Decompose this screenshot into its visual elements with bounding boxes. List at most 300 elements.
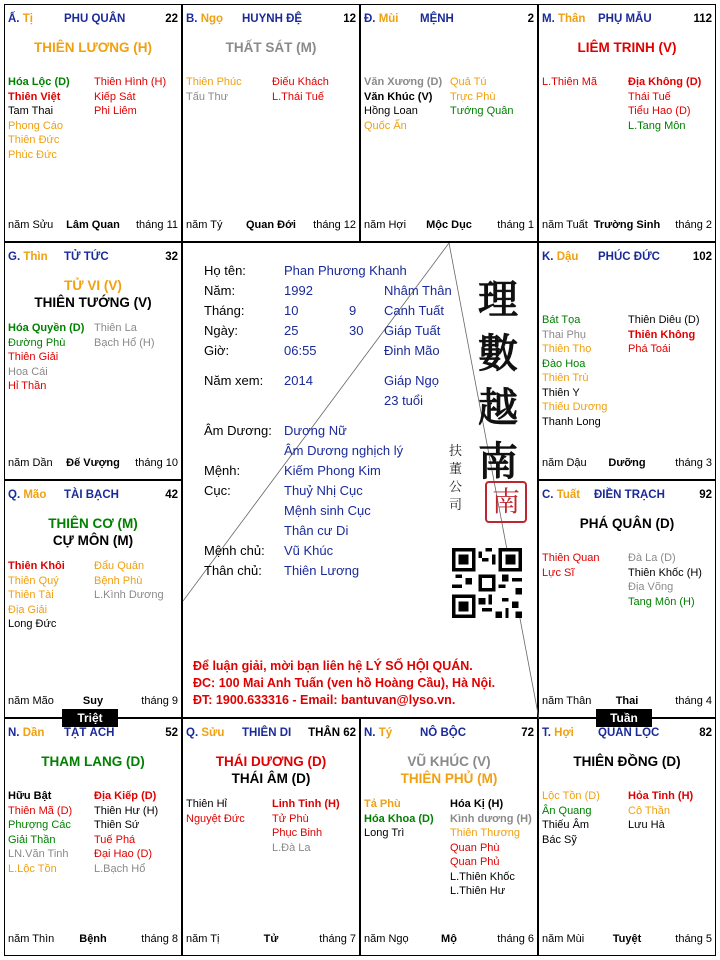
palace-cell-hoi: [538, 718, 716, 956]
label-am-duong: Âm Dương:: [204, 423, 272, 438]
label-ho-ten: Họ tên:: [204, 263, 246, 278]
palace-name: PHU QUÂN: [64, 13, 126, 25]
palace-stage: Mộc Dục: [426, 219, 472, 231]
position-letter: C.: [542, 489, 554, 501]
star-item: Tấu Thư: [186, 90, 229, 103]
main-stars: [5, 515, 181, 549]
palace-cell-mui: [360, 4, 538, 242]
stars-right-column: [628, 313, 713, 357]
star-item: Đẩu Quân: [94, 560, 145, 572]
palace-header: [364, 727, 534, 741]
palace-footer: [8, 457, 178, 471]
star-item: Thiên Hư (H): [94, 804, 159, 817]
info-values-2: [284, 421, 403, 581]
stars-right-column: [450, 797, 535, 899]
palace-month: tháng 12: [313, 219, 356, 231]
red-seal-stamp: 南: [485, 481, 527, 523]
star-item: Thiên Hình (H): [94, 76, 167, 88]
star-item: Hóa Quyền (D): [8, 322, 85, 334]
position-letter: G.: [8, 251, 21, 263]
value-thang-b: 9: [349, 303, 357, 318]
palace-header: [8, 727, 178, 741]
star-item: Thiên Khốc (H): [628, 566, 702, 579]
branch-name: Thân: [557, 13, 586, 25]
info-values-b: [349, 301, 363, 341]
palace-year: năm Thìn: [8, 933, 55, 945]
star-item: Quan Phù: [450, 841, 500, 854]
stars-left-column: [186, 797, 271, 826]
main-stars: [5, 277, 181, 311]
star-item: Thiên Diêu (D): [628, 314, 700, 326]
star-item: Lưu Hà: [628, 819, 665, 831]
palace-header: [186, 13, 356, 27]
contact-line-1: Để luận giải, mời bạn liên hệ LÝ SỐ HỘI QUÁN.: [193, 659, 473, 673]
star-item: Nguyệt Đức: [186, 812, 245, 825]
value-ho-ten: Phan Phương Khanh: [284, 263, 407, 278]
stars-right-column: [450, 75, 535, 119]
palace-position: [542, 251, 578, 263]
star-item: Tướng Quân: [450, 105, 514, 117]
value-menh-chu: Vũ Khúc: [284, 543, 334, 558]
palace-name: MỆNH: [420, 13, 454, 25]
branch-name: Tý: [378, 727, 393, 739]
palace-position: [364, 13, 399, 25]
palace-footer: [364, 933, 534, 947]
main-star: THAM LANG (D): [41, 754, 145, 769]
palace-year: năm Thân: [542, 695, 592, 707]
value-menh: Kiếm Phong Kim: [284, 463, 381, 478]
branch-name: Mùi: [378, 13, 399, 25]
star-item: Quan Phủ: [450, 856, 500, 868]
stars-left-column: [542, 789, 627, 847]
position-letter: N.: [8, 727, 20, 739]
star-item: Quốc Ấn: [364, 119, 407, 132]
branch-name: Tuất: [556, 489, 581, 501]
position-letter: M.: [542, 13, 555, 25]
star-item: Quả Tú: [450, 76, 487, 88]
value-am-duong-2: Âm Dương nghịch lý: [284, 443, 404, 458]
palace-year: năm Dần: [8, 457, 53, 469]
palace-number: 2: [527, 13, 534, 25]
label-gio: Giờ:: [204, 343, 230, 358]
palace-year: năm Mão: [8, 695, 54, 707]
value-gio-can: Đinh Mão: [384, 343, 440, 358]
contact-block: [193, 658, 495, 709]
stars-right-column: [272, 75, 357, 104]
star-item: Tuế Phá: [94, 833, 136, 846]
palace-footer: [364, 219, 534, 233]
stars-left-column: [8, 321, 93, 394]
palace-cell-suu: [182, 718, 360, 956]
star-item: Địa Không (D): [628, 76, 702, 88]
palace-name: THIÊN DI: [242, 727, 292, 739]
palace-stage: Dưỡng: [608, 457, 646, 469]
palace-stage: Quan Đới: [246, 219, 296, 231]
label-cuc: Cục:: [204, 483, 231, 498]
star-item: Tử Phù: [272, 812, 309, 825]
palace-name: TÀI BẠCH: [64, 489, 119, 501]
position-letter: Đ.: [364, 13, 376, 25]
star-item: Thiên Trù: [542, 372, 589, 384]
stars-left-column: [364, 797, 449, 841]
star-item: Tam Thai: [8, 105, 54, 117]
palace-footer: [186, 219, 356, 233]
logo-char-1: 理: [478, 276, 518, 323]
palace-number: THÂN 62: [308, 727, 356, 739]
star-item: Ân Quang: [542, 804, 592, 817]
palace-footer: [542, 933, 712, 947]
stars-right-column: [94, 75, 179, 119]
value-tuoi: 23 tuổi: [384, 393, 424, 408]
palace-month: tháng 4: [675, 695, 712, 707]
palace-number: 72: [521, 727, 534, 739]
palace-number: 112: [693, 13, 712, 25]
position-letter: Q.: [8, 489, 21, 501]
palace-number: 82: [699, 727, 712, 739]
position-letter: Ấ.: [8, 13, 20, 25]
contact-line-2: ĐC: 100 Mai Anh Tuấn (ven hồ Hoàng Cầu), Hà Nội.: [193, 676, 496, 690]
label-menh: Mệnh:: [204, 463, 241, 478]
star-item: Hỉ Thần: [8, 380, 47, 392]
palace-header: [542, 489, 712, 503]
star-item: L.Bạch Hổ: [94, 862, 146, 875]
logo-side-text: 扶 董 公 司: [449, 444, 463, 513]
stars-left-column: [186, 75, 271, 104]
label-thang: Tháng:: [204, 303, 245, 318]
main-stars: [539, 753, 715, 770]
palace-stage: Tuyệt: [612, 933, 642, 945]
main-star: LIÊM TRINH (V): [577, 40, 677, 55]
stars-left-column: [364, 75, 449, 133]
star-item: Thiên Y: [542, 386, 580, 399]
star-item: Phi Liêm: [94, 105, 137, 117]
palace-year: năm Tuất: [542, 219, 588, 231]
stars-left-column: [8, 789, 93, 876]
palace-position: [8, 13, 33, 25]
value-nam-can: Nhâm Thân: [384, 283, 452, 298]
main-star: THÁI DƯƠNG (D): [215, 754, 327, 769]
palace-position: [186, 13, 223, 25]
palace-month: tháng 8: [141, 933, 178, 945]
palace-header: [186, 727, 356, 741]
palace-footer: [186, 933, 356, 947]
palace-stage: Lâm Quan: [66, 219, 120, 231]
palace-month: tháng 10: [135, 457, 178, 469]
palace-header: [8, 489, 178, 503]
label-nam-xem: Năm xem:: [204, 373, 264, 388]
value-nam: 1992: [284, 283, 313, 298]
palace-cell-ty: [4, 4, 182, 242]
palace-footer: [8, 933, 178, 947]
position-letter: T.: [542, 727, 551, 739]
star-item: Giải Thần: [8, 833, 56, 846]
star-item: Bạch Hổ (H): [94, 336, 155, 349]
palace-position: [8, 251, 48, 263]
label-ngay: Ngày:: [204, 323, 238, 338]
star-item: Thiên Quan: [542, 552, 600, 564]
branch-name: Tị: [22, 13, 33, 25]
info-labels-2: [204, 421, 272, 581]
palace-position: [542, 727, 574, 739]
palace-number: 42: [165, 489, 178, 501]
main-star: THIÊN TƯỚNG (V): [34, 295, 152, 310]
stars-left-column: [542, 75, 627, 90]
stars-left-column: [8, 75, 93, 162]
palace-position: [8, 489, 46, 501]
star-item: Đà La (D): [628, 552, 676, 564]
star-item: Phúc Đức: [8, 148, 57, 161]
palace-footer: [8, 219, 178, 233]
star-item: Đường Phù: [8, 336, 66, 349]
palace-year: năm Mùi: [542, 933, 585, 945]
star-item: Thiếu Dương: [542, 401, 608, 413]
star-item: Kiếp Sát: [94, 90, 136, 103]
info-values-can: [384, 281, 452, 411]
main-star: THÁI ÂM (D): [231, 771, 311, 786]
star-item: Linh Tinh (H): [272, 798, 340, 810]
main-star: THIÊN PHỦ (M): [400, 771, 498, 786]
stars-right-column: [94, 789, 179, 876]
palace-cell-ngo: [182, 4, 360, 242]
palace-cell-than: [538, 4, 716, 242]
position-letter: Q.: [186, 727, 199, 739]
star-item: Thiên Sứ: [94, 819, 140, 831]
stars-right-column: [628, 75, 713, 133]
palace-footer: [542, 695, 712, 709]
star-item: Thai Phụ: [542, 328, 587, 341]
star-item: Tả Phù: [364, 798, 401, 810]
logo-char-2: 數: [478, 330, 518, 377]
stars-right-column: [94, 321, 179, 350]
branch-name: Dậu: [556, 251, 579, 263]
palace-position: [8, 727, 44, 739]
position-letter: B.: [186, 13, 198, 25]
star-item: Lực Sĩ: [542, 566, 575, 579]
stars-right-column: [94, 559, 179, 603]
star-item: Hồng Loan: [364, 105, 418, 117]
palace-header: [542, 13, 712, 27]
palace-name: PHỤ MẪU: [598, 13, 652, 25]
star-item: Thái Tuế: [628, 90, 671, 103]
star-item: Bác Sỹ: [542, 833, 577, 846]
star-item: Thiên Khôi: [8, 560, 65, 572]
star-item: Thiên Việt: [8, 90, 61, 103]
palace-name: TẬT ÁCH: [64, 727, 115, 739]
star-item: L.Lộc Tồn: [8, 862, 57, 875]
star-item: Thiên Tài: [8, 589, 54, 601]
star-item: Thiên Quý: [8, 574, 59, 587]
star-item: Phục Binh: [272, 827, 323, 839]
star-item: Phong Cáo: [8, 119, 64, 132]
palace-position: [542, 489, 580, 501]
info-labels: [204, 261, 263, 391]
main-star: CỰ MÔN (M): [52, 533, 134, 548]
star-item: Hóa Lộc (D): [8, 76, 70, 88]
palace-position: [186, 727, 224, 739]
star-item: L.Thiên Mã: [542, 76, 598, 88]
palace-stage: Bệnh: [79, 933, 107, 945]
palace-month: tháng 2: [675, 219, 712, 231]
palace-month: tháng 6: [497, 933, 534, 945]
palace-name: NÔ BỘC: [420, 727, 466, 739]
star-item: L.Thiên Hư: [450, 885, 506, 897]
star-item: Phá Toái: [628, 343, 671, 355]
branch-name: Mão: [23, 489, 47, 501]
palace-footer: [8, 695, 178, 709]
palace-position: [364, 727, 392, 739]
palace-name: PHÚC ĐỨC: [598, 251, 660, 263]
star-item: Trực Phù: [450, 90, 496, 103]
palace-header: [542, 251, 712, 265]
branch-name: Dần: [22, 727, 45, 739]
palace-cell-tuat: [538, 480, 716, 718]
star-item: Thiên La: [94, 322, 137, 334]
palace-month: tháng 9: [141, 695, 178, 707]
palace-cell-ti: [360, 718, 538, 956]
palace-number: 92: [699, 489, 712, 501]
value-than-chu: Thiên Lương: [284, 563, 360, 578]
star-item: Điếu Khách: [272, 76, 329, 88]
main-star: TỬ VI (V): [64, 278, 122, 293]
position-letter: N.: [364, 727, 376, 739]
palace-cell-mao: [4, 480, 182, 718]
star-item: Đại Hao (D): [94, 848, 153, 860]
value-nam-xem: 2014: [284, 373, 313, 388]
star-item: Địa Kiếp (D): [94, 790, 157, 802]
palace-header: [8, 13, 178, 27]
star-item: Bệnh Phù: [94, 574, 143, 587]
palace-stage: Mộ: [441, 933, 457, 945]
palace-header: [542, 727, 712, 741]
main-stars: [183, 39, 359, 56]
center-info-panel: [182, 242, 538, 718]
palace-month: tháng 11: [135, 219, 178, 231]
tuan-badge: Tuần: [596, 709, 652, 727]
stars-right-column: [272, 797, 357, 855]
stars-right-column: [628, 789, 713, 833]
palace-year: năm Tị: [186, 933, 220, 945]
star-item: Lộc Tồn (D): [542, 790, 600, 802]
palace-header: [364, 13, 534, 27]
stars-left-column: [8, 559, 93, 632]
palace-footer: [542, 457, 712, 471]
star-item: Cô Thần: [628, 804, 670, 817]
main-star: THIÊN LƯƠNG (H): [34, 40, 152, 55]
palace-name: ĐIỀN TRẠCH: [594, 489, 665, 501]
value-gio: 06:55: [284, 343, 317, 358]
star-item: Thiên Đức: [8, 134, 60, 146]
main-stars: [539, 515, 715, 532]
palace-number: 22: [165, 13, 178, 25]
star-item: Thiên Phúc: [186, 76, 242, 88]
main-stars: [361, 753, 537, 787]
stars-left-column: [542, 313, 627, 429]
main-star: THIÊN CƠ (M): [48, 516, 138, 531]
star-item: Hóa Khoa (D): [364, 812, 434, 825]
star-item: Văn Khúc (V): [364, 90, 433, 103]
palace-cell-dau: [538, 242, 716, 480]
value-thang-a: 10: [284, 303, 299, 318]
star-item: Phượng Các: [8, 819, 71, 831]
palace-stage: Đế Vượng: [66, 457, 120, 469]
palace-stage: Tử: [263, 933, 279, 945]
star-item: Văn Xương (D): [364, 76, 443, 88]
palace-month: tháng 7: [319, 933, 356, 945]
value-thang-can: Canh Tuất: [384, 303, 444, 318]
logo-char-3: 越: [478, 384, 518, 431]
palace-year: năm Dậu: [542, 457, 587, 469]
palace-year: năm Sửu: [8, 219, 54, 231]
star-item: L.Thiên Khốc: [450, 870, 515, 883]
palace-number: 32: [165, 251, 178, 263]
star-item: Long Trì: [364, 827, 405, 839]
main-star: PHÁ QUÂN (D): [579, 516, 675, 531]
palace-month: tháng 1: [497, 219, 534, 231]
star-item: Thiên Mã (D): [8, 804, 73, 817]
star-item: Thiên Hỉ: [186, 798, 227, 810]
main-star: THẤT SÁT (M): [225, 40, 317, 55]
branch-name: Ngọ: [200, 13, 224, 25]
star-item: Địa Giải: [8, 603, 48, 616]
palace-stage: Thai: [615, 695, 639, 707]
value-cuc-1: Thuỷ Nhị Cục: [284, 483, 363, 498]
palace-stage: Suy: [82, 695, 104, 707]
star-item: Thiên Thọ: [542, 343, 592, 355]
label-nam: Năm:: [204, 283, 236, 298]
qr-code-icon: [452, 548, 522, 618]
palace-year: năm Ngọ: [364, 933, 409, 945]
lyso-calligraphy-logo: [445, 273, 525, 543]
star-item: Long Đức: [8, 618, 57, 630]
palace-position: [542, 13, 585, 25]
star-item: Bát Tọa: [542, 314, 581, 326]
star-item: Thiên Không: [628, 328, 696, 341]
star-item: Thiên Giải: [8, 351, 59, 363]
palace-footer: [542, 219, 712, 233]
star-item: LN.Văn Tinh: [8, 848, 69, 860]
value-cuc-2: Mệnh sinh Cục: [284, 503, 371, 518]
stars-left-column: [542, 551, 627, 580]
value-nam-xem-can: Giáp Ngọ: [384, 373, 439, 388]
star-item: Thanh Long: [542, 415, 601, 428]
main-star: THIÊN ĐỒNG (D): [573, 754, 681, 769]
main-stars: [5, 753, 181, 770]
value-ngay-can: Giáp Tuất: [384, 323, 441, 338]
branch-name: Sửu: [201, 727, 225, 739]
logo-char-4: 南: [478, 438, 518, 485]
palace-stage: Trường Sinh: [593, 219, 661, 231]
palace-number: 102: [692, 251, 712, 263]
star-item: L.Kình Dương: [94, 589, 164, 601]
main-star: VŨ KHÚC (V): [407, 754, 491, 769]
main-stars: [539, 39, 715, 56]
branch-name: Hợi: [554, 727, 574, 739]
palace-year: năm Tý: [186, 219, 223, 231]
palace-cell-thin: [4, 242, 182, 480]
palace-name: HUYNH ĐỆ: [242, 13, 303, 25]
star-item: Hỏa Tinh (H): [628, 790, 694, 802]
palace-month: tháng 5: [675, 933, 712, 945]
value-ngay-b: 30: [349, 323, 364, 338]
star-item: L.Tang Môn: [628, 119, 686, 132]
palace-number: 52: [165, 727, 178, 739]
star-item: Hữu Bật: [8, 790, 52, 802]
star-item: Thiên Thương: [450, 827, 521, 839]
palace-month: tháng 3: [675, 457, 712, 469]
star-item: Hóa Kị (H): [450, 798, 504, 810]
star-item: Hoa Cái: [8, 365, 48, 378]
star-item: Tiểu Hao (D): [628, 105, 691, 117]
